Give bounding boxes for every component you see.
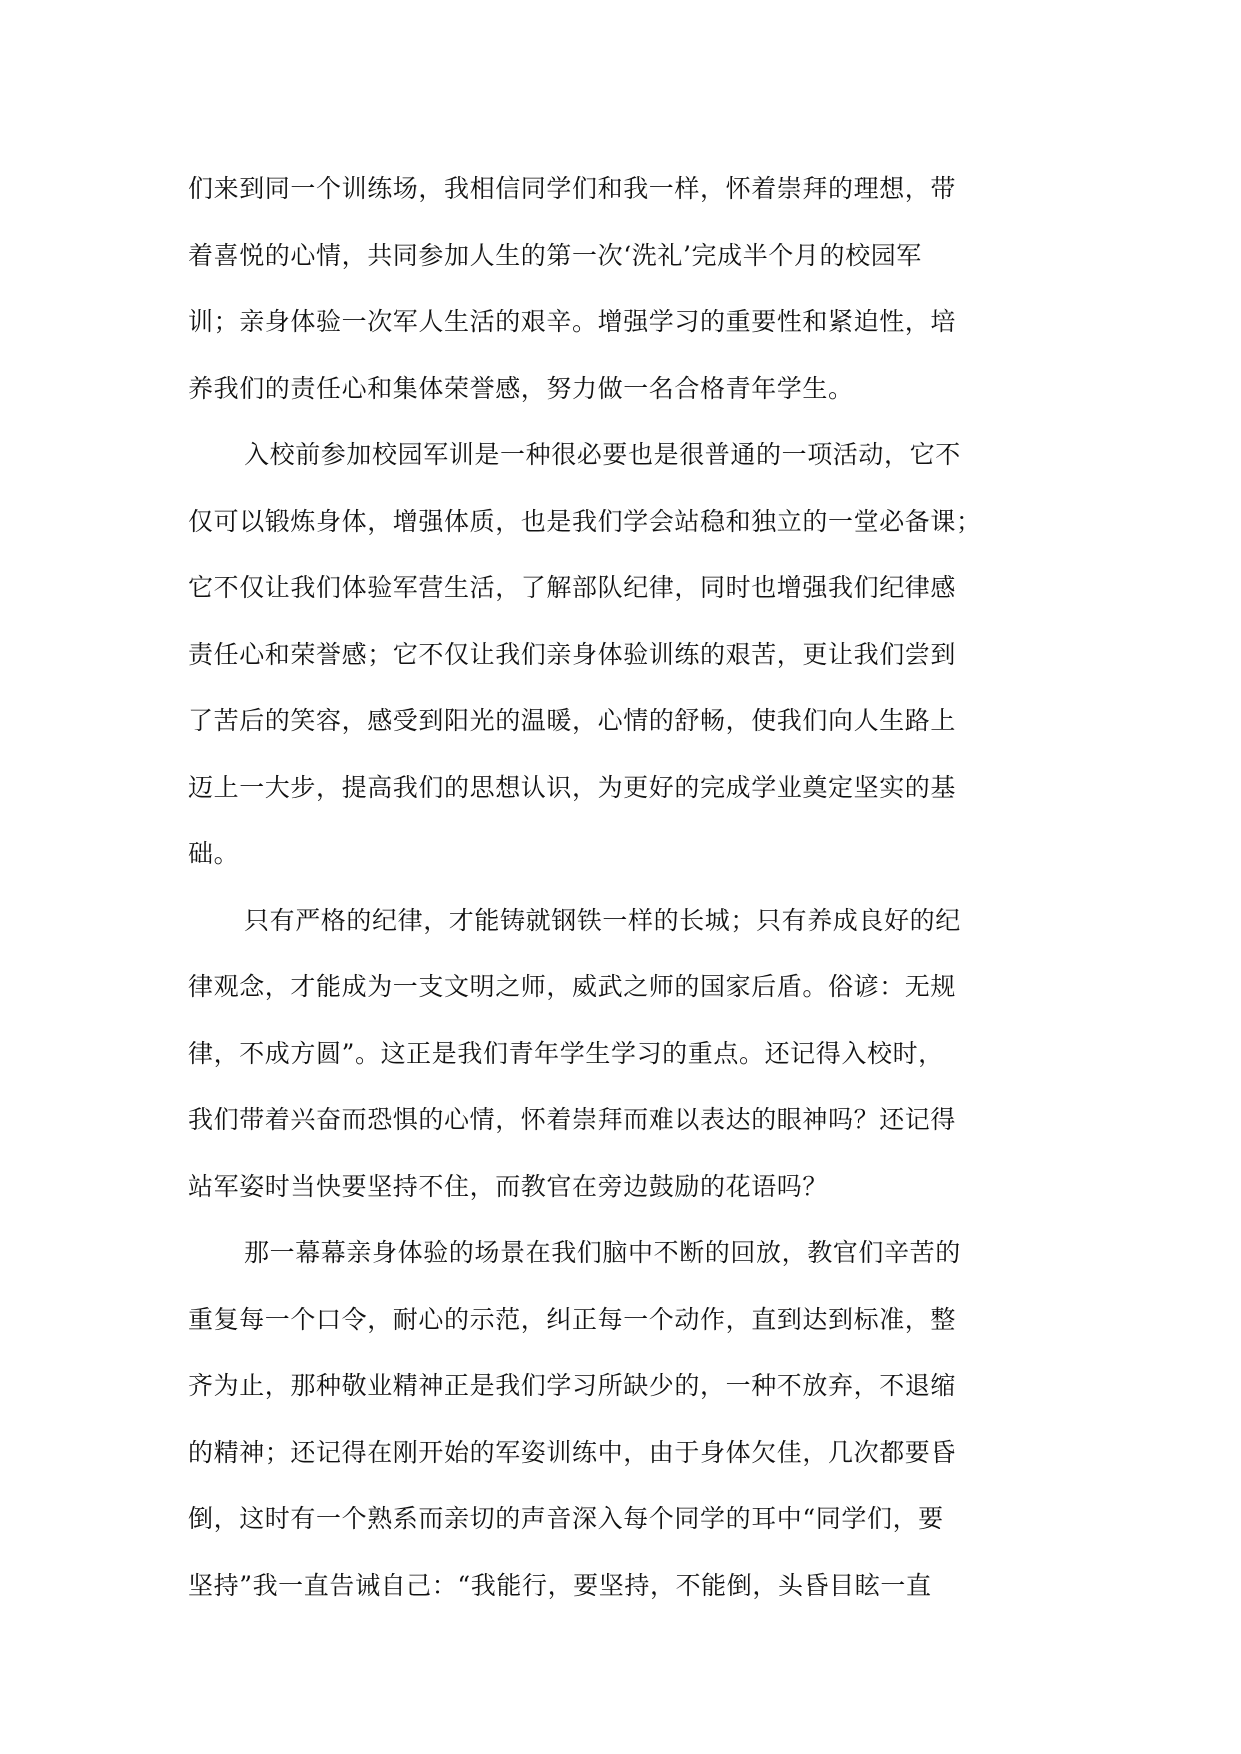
text-line: 养我们的责任心和集体荣誉感，努力做一名合格青年学生。 [188, 373, 854, 403]
paragraph-2 [188, 422, 1058, 888]
paragraph-4 [188, 1220, 1058, 1619]
text-line: 倒，这时有一个熟系而亲切的声音深入每个同学的耳中“同学们，要 [188, 1504, 944, 1533]
text-line: 齐为止，那种敬业精神正是我们学习所缺少的，一种不放弃，不退缩 [188, 1371, 957, 1400]
paragraph-3 [188, 888, 1058, 1221]
text-line: 坚持”我一直告诫自己：“我能行，要坚持，不能倒，头昏目眩一直 [188, 1570, 932, 1600]
text-line: 站军姿时当快要坚持不住，而教官在旁边鼓励的花语吗？ [188, 1171, 829, 1201]
text-line: 了苦后的笑容，感受到阳光的温暖，心情的舒畅，使我们向人生路上 [188, 706, 957, 735]
text-line: 重复每一个口令，耐心的示范，纠正每一个动作，直到达到标准，整 [188, 1304, 957, 1334]
text-line: 律，不成方圆”。这正是我们青年学生学习的重点。还记得入校时， [188, 1038, 944, 1068]
text-line: 我们带着兴奋而恐惧的心情，怀着崇拜而难以表达的眼神吗？还记得 [188, 1105, 957, 1134]
body-text [188, 156, 1058, 1619]
text-line: 入校前参加校园军训是一种很必要也是很普通的一项活动，它不 [244, 440, 961, 469]
text-line: 那一幕幕亲身体验的场景在我们脑中不断的回放，教官们辛苦的 [244, 1238, 961, 1267]
paragraph-1 [188, 156, 1058, 422]
text-line: 责任心和荣誉感；它不仅让我们亲身体验训练的艰苦，更让我们尝到 [188, 639, 957, 669]
text-line: 们来到同一个训练场，我相信同学们和我一样，怀着崇拜的理想，带 [188, 174, 957, 203]
text-line: 律观念，才能成为一支文明之师，威武之师的国家后盾。俗谚：无规 [188, 972, 957, 1001]
text-line: 迈上一大步，提高我们的思想认识，为更好的完成学业奠定坚实的基 [188, 772, 957, 802]
text-line: 仅可以锻炼身体，增强体质，也是我们学会站稳和独立的一堂必备课； [188, 506, 982, 536]
text-line: 着喜悦的心情，共同参加人生的第一次‘洗礼’完成半个月的校园军 [188, 240, 922, 270]
text-line: 只有严格的纪律，才能铸就钢铁一样的长城；只有养成良好的纪 [244, 905, 961, 935]
text-line: 的精神；还记得在刚开始的军姿训练中，由于身体欠佳，几次都要昏 [188, 1437, 957, 1467]
text-line: 训；亲身体验一次军人生活的艰辛。增强学习的重要性和紧迫性，培 [188, 307, 957, 336]
text-line: 它不仅让我们体验军营生活，了解部队纪律，同时也增强我们纪律感 [188, 573, 957, 602]
text-line: 础。 [188, 839, 240, 868]
